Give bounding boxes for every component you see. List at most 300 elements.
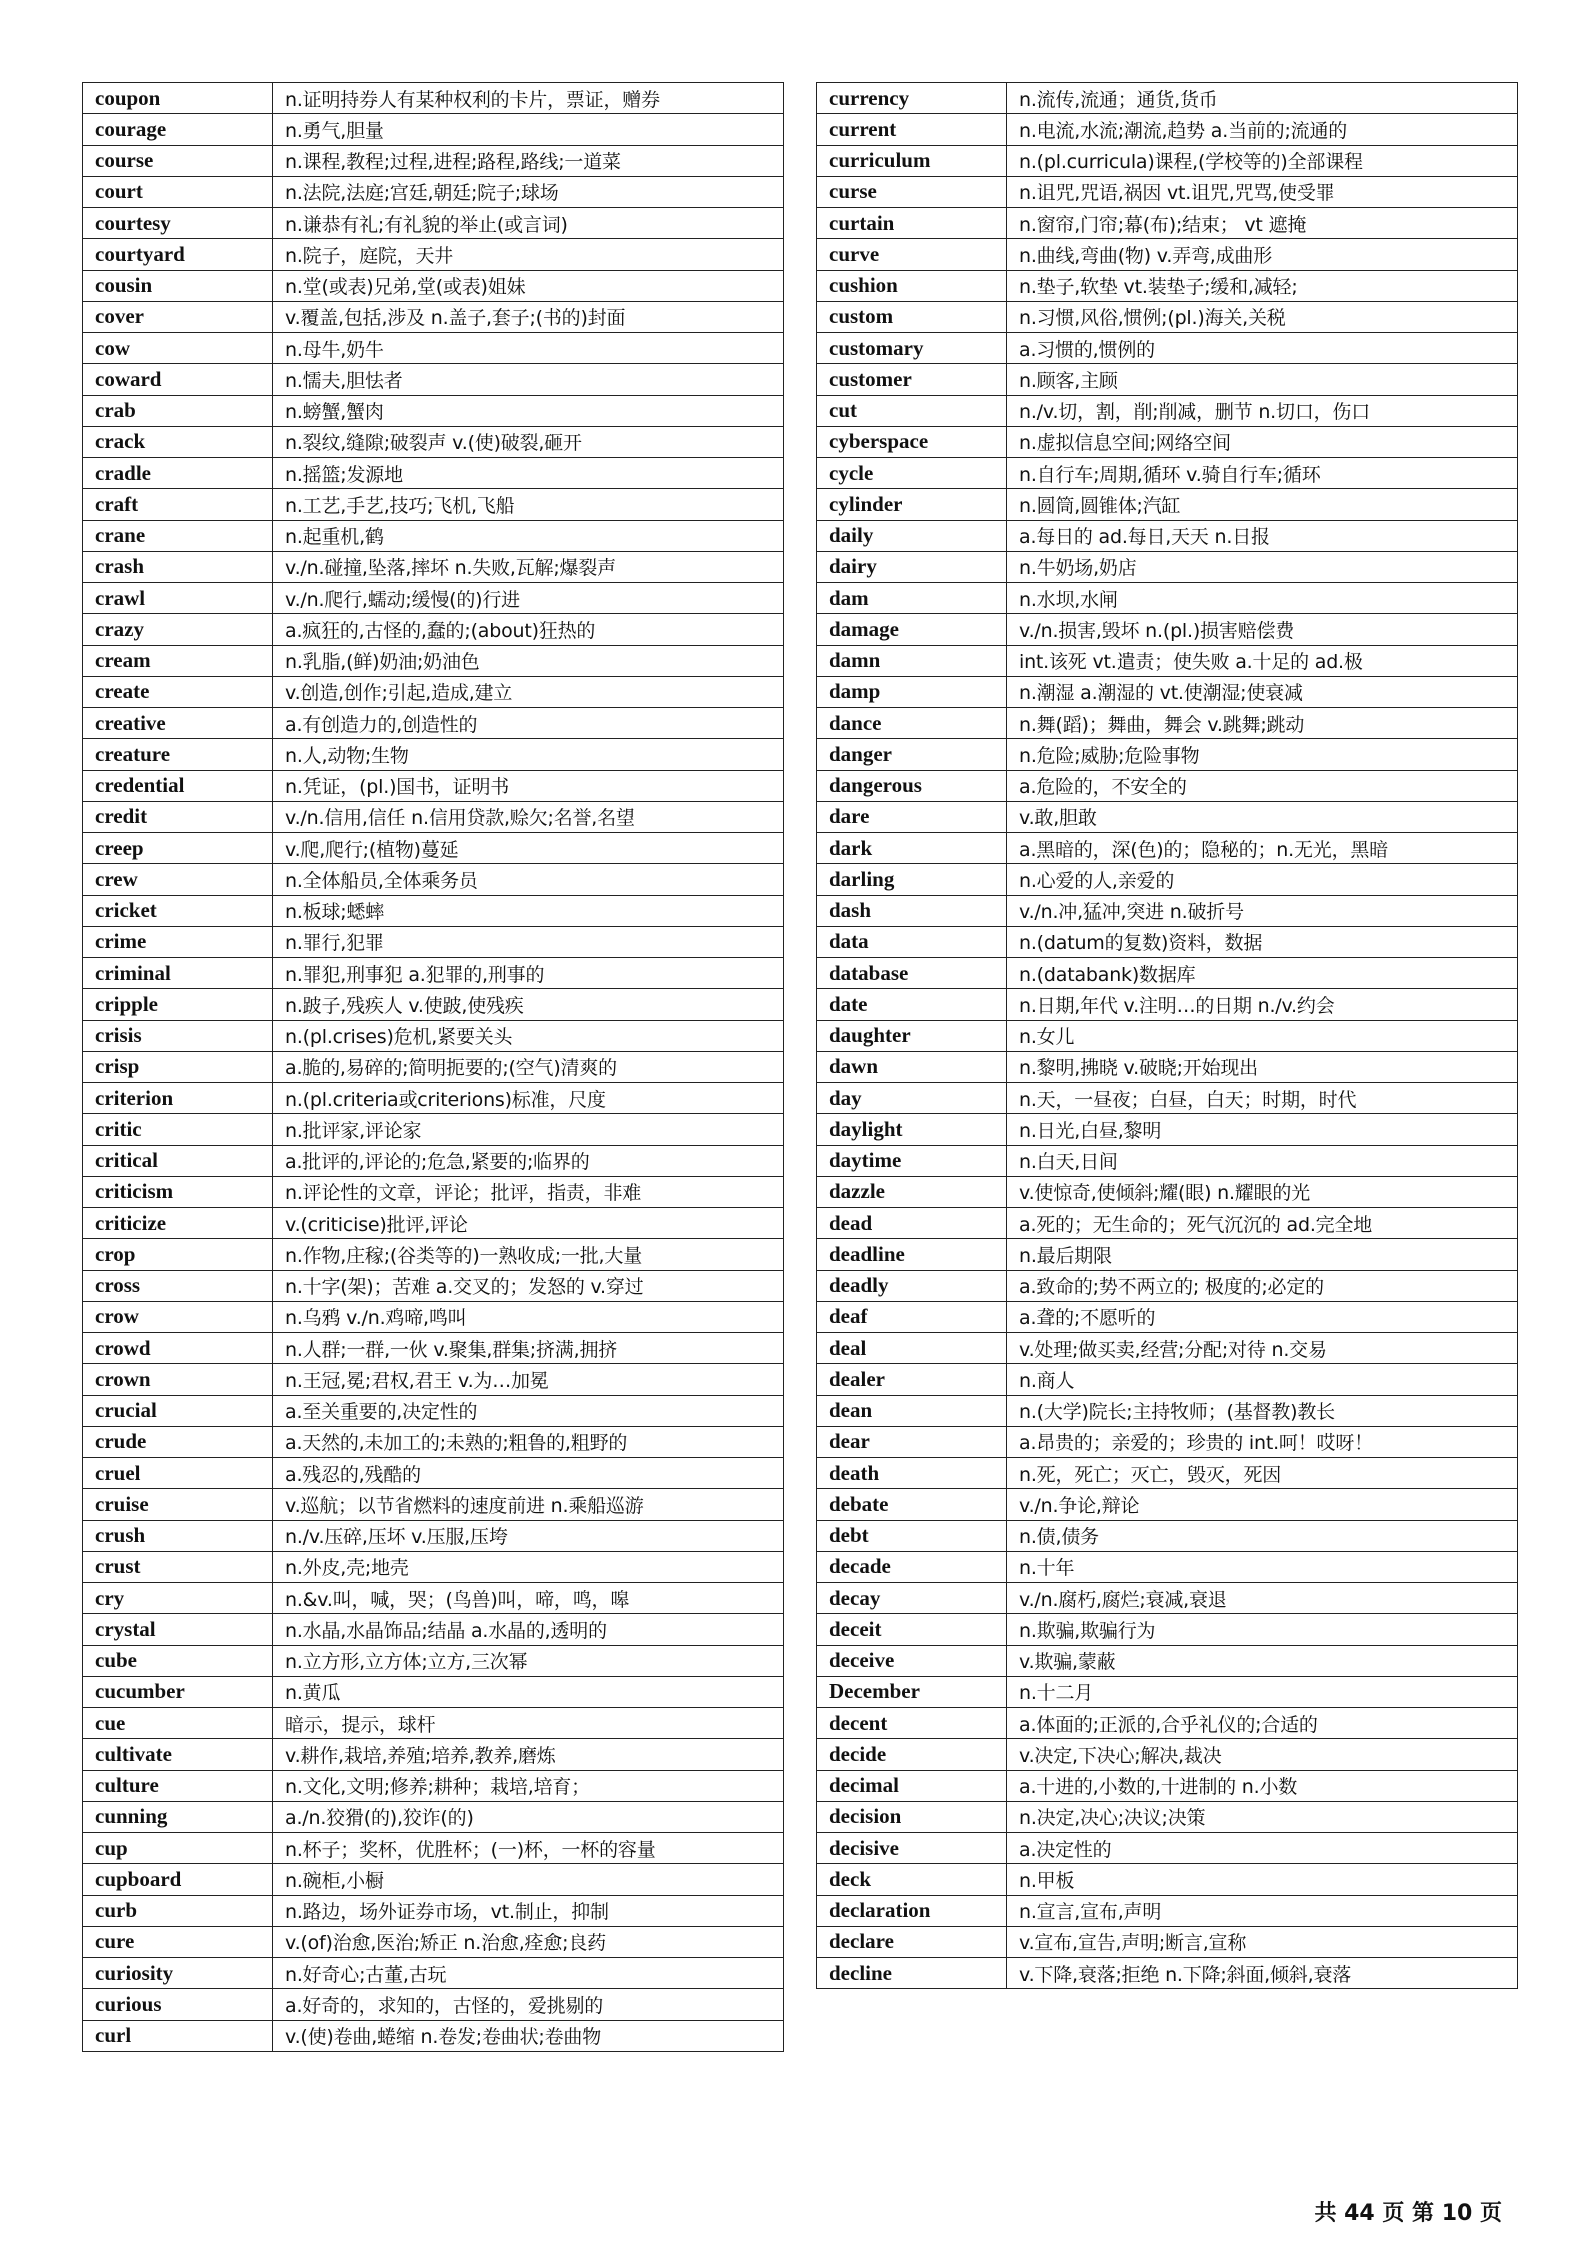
word-cell: crop [83, 1239, 273, 1270]
table-row [83, 645, 784, 676]
table-row [83, 520, 784, 551]
table-row [83, 1801, 784, 1832]
word-cell: crazy [83, 614, 273, 645]
table-row [817, 1051, 1518, 1082]
word-cell: coupon [83, 83, 273, 114]
definition-cell: n.十二月 [1007, 1676, 1518, 1707]
table-row [817, 1583, 1518, 1614]
definition-cell: n.文化,文明;修养;耕种；栽培,培育； [273, 1770, 784, 1801]
definition-cell: n.白天,日间 [1007, 1145, 1518, 1176]
definition-cell: n.圆筒,圆锥体;汽缸 [1007, 489, 1518, 520]
word-cell: crust [83, 1551, 273, 1582]
table-row [83, 1551, 784, 1582]
definition-cell: n.杯子；奖杯，优胜杯；(一)杯，一杯的容量 [273, 1833, 784, 1864]
word-cell: crew [83, 864, 273, 895]
table-row [83, 833, 784, 864]
vocab-table-right [816, 82, 1518, 1989]
definition-cell: n.黄瓜 [273, 1676, 784, 1707]
definition-cell: a.好奇的，求知的，古怪的，爱挑剔的 [273, 1989, 784, 2020]
word-cell: curious [83, 1989, 273, 2020]
definition-cell: n.水坝,水闸 [1007, 583, 1518, 614]
table-row [817, 426, 1518, 457]
table-row [817, 989, 1518, 1020]
table-row [83, 1426, 784, 1457]
word-cell: deal [817, 1333, 1007, 1364]
definition-cell: v.敢,胆敢 [1007, 801, 1518, 832]
word-cell: daytime [817, 1145, 1007, 1176]
word-cell: curl [83, 2020, 273, 2051]
definition-cell: n.&v.叫，喊，哭；(鸟兽)叫，啼，鸣，嗥 [273, 1583, 784, 1614]
table-row [817, 301, 1518, 332]
word-cell: December [817, 1676, 1007, 1707]
definition-cell: n.黎明,拂晓 v.破晓;开始现出 [1007, 1051, 1518, 1082]
word-cell: critic [83, 1114, 273, 1145]
definition-cell: n.起重机,鹤 [273, 520, 784, 551]
table-row [817, 1145, 1518, 1176]
word-cell: cow [83, 333, 273, 364]
definition-cell: v.决定,下决心;解决,裁决 [1007, 1739, 1518, 1770]
word-cell: dean [817, 1395, 1007, 1426]
definition-cell: n.最后期限 [1007, 1239, 1518, 1270]
table-row [817, 864, 1518, 895]
word-cell: decay [817, 1583, 1007, 1614]
definition-cell: n.课程,教程;过程,进程;路程,路线;一道菜 [273, 145, 784, 176]
word-cell: darling [817, 864, 1007, 895]
table-row [83, 208, 784, 239]
word-cell: database [817, 958, 1007, 989]
definition-cell: n.虚拟信息空间;网络空间 [1007, 426, 1518, 457]
table-row [83, 1051, 784, 1082]
table-row [83, 1458, 784, 1489]
definition-cell: n.(大学)院长;主持牧师；(基督教)教长 [1007, 1395, 1518, 1426]
table-row [83, 458, 784, 489]
word-cell: crisp [83, 1051, 273, 1082]
table-row [817, 1364, 1518, 1395]
table-row [83, 83, 784, 114]
word-cell: decent [817, 1708, 1007, 1739]
table-row [817, 1833, 1518, 1864]
table-row [817, 395, 1518, 426]
definition-cell: v.耕作,栽培,养殖;培养,教养,磨炼 [273, 1739, 784, 1770]
definition-cell: n.习惯,风俗,惯例;(pl.)海关,关税 [1007, 301, 1518, 332]
definition-cell: n.谦恭有礼;有礼貌的举止(或言词) [273, 208, 784, 239]
table-row [83, 489, 784, 520]
table-row [83, 1520, 784, 1551]
word-cell: crawl [83, 583, 273, 614]
word-cell: cry [83, 1583, 273, 1614]
table-row [83, 1833, 784, 1864]
word-cell: data [817, 926, 1007, 957]
word-cell: criticize [83, 1208, 273, 1239]
word-cell: declaration [817, 1895, 1007, 1926]
word-cell: dead [817, 1208, 1007, 1239]
table-row [83, 1645, 784, 1676]
definition-cell: n.罪行,犯罪 [273, 926, 784, 957]
word-cell: creep [83, 833, 273, 864]
table-row [83, 145, 784, 176]
word-cell: current [817, 114, 1007, 145]
definition-cell: n./v.压碎,压坏 v.压服,压垮 [273, 1520, 784, 1551]
table-row [817, 895, 1518, 926]
table-row [817, 1739, 1518, 1770]
definition-cell: a.脆的,易碎的;简明扼要的;(空气)清爽的 [273, 1051, 784, 1082]
definition-cell: n.水晶,水晶饰品;结晶 a.水晶的,透明的 [273, 1614, 784, 1645]
definition-cell: n.窗帘,门帘;幕(布);结束； vt 遮掩 [1007, 208, 1518, 239]
table-row [83, 239, 784, 270]
word-cell: cunning [83, 1801, 273, 1832]
definition-cell: n.债,债务 [1007, 1520, 1518, 1551]
vocab-table-left-body [83, 83, 784, 2052]
word-cell: dam [817, 583, 1007, 614]
definition-cell: v.宣布,宣告,声明;断言,宣称 [1007, 1926, 1518, 1957]
table-row [817, 145, 1518, 176]
word-cell: date [817, 989, 1007, 1020]
word-cell: cross [83, 1270, 273, 1301]
definition-cell: v.巡航；以节省燃料的速度前进 n.乘船巡游 [273, 1489, 784, 1520]
word-cell: creative [83, 708, 273, 739]
table-row [83, 1739, 784, 1770]
definition-cell: n.(pl.criteria或criterions)标准，尺度 [273, 1083, 784, 1114]
table-row [817, 1395, 1518, 1426]
definition-cell: n.(pl.curricula)课程,(学校等的)全部课程 [1007, 145, 1518, 176]
table-row [83, 426, 784, 457]
table-row [83, 1958, 784, 1989]
definition-cell: n.舞(蹈)；舞曲，舞会 v.跳舞;跳动 [1007, 708, 1518, 739]
table-row [83, 1364, 784, 1395]
definition-cell: n.日期,年代 v.注明…的日期 n./v.约会 [1007, 989, 1518, 1020]
definition-cell: n.螃蟹,蟹肉 [273, 395, 784, 426]
table-row [83, 1176, 784, 1207]
word-cell: cushion [817, 270, 1007, 301]
definition-cell: n.罪犯,刑事犯 a.犯罪的,刑事的 [273, 958, 784, 989]
table-row [817, 739, 1518, 770]
definition-cell: n.摇篮;发源地 [273, 458, 784, 489]
definition-cell: v./n.腐朽,腐烂;衰减,衰退 [1007, 1583, 1518, 1614]
definition-cell: n.批评家,评论家 [273, 1114, 784, 1145]
word-cell: damage [817, 614, 1007, 645]
word-cell: critical [83, 1145, 273, 1176]
definition-cell: n.法院,法庭;宫廷,朝廷;院子;球场 [273, 176, 784, 207]
table-row [817, 1426, 1518, 1457]
definition-cell: v.欺骗,蒙蔽 [1007, 1645, 1518, 1676]
table-row [817, 1239, 1518, 1270]
table-row [83, 1895, 784, 1926]
definition-cell: n.懦夫,胆怯者 [273, 364, 784, 395]
definition-cell: n./v.切，割，削;削减，删节 n.切口，伤口 [1007, 395, 1518, 426]
word-cell: dairy [817, 551, 1007, 582]
word-cell: craft [83, 489, 273, 520]
definition-cell: n.人群;一群,一伙 v.聚集,群集;挤满,拥挤 [273, 1333, 784, 1364]
definition-cell: n.死，死亡；灭亡，毁灭，死因 [1007, 1458, 1518, 1489]
word-cell: courtyard [83, 239, 273, 270]
word-cell: cyberspace [817, 426, 1007, 457]
definition-cell: int.该死 vt.遣责；使失败 a.十足的 ad.极 [1007, 645, 1518, 676]
word-cell: criticism [83, 1176, 273, 1207]
word-cell: daughter [817, 1020, 1007, 1051]
definition-cell: a.决定性的 [1007, 1833, 1518, 1864]
table-row [817, 1020, 1518, 1051]
word-cell: debate [817, 1489, 1007, 1520]
word-cell: dare [817, 801, 1007, 832]
table-row [83, 770, 784, 801]
table-row [83, 301, 784, 332]
table-row [817, 801, 1518, 832]
definition-cell: a.残忍的,残酷的 [273, 1458, 784, 1489]
definition-cell: v./n.信用,信任 n.信用贷款,赊欠;名誉,名望 [273, 801, 784, 832]
table-row [83, 926, 784, 957]
definition-cell: n.宣言,宣布,声明 [1007, 1895, 1518, 1926]
definition-cell: a.天然的,未加工的;未熟的;粗鲁的,粗野的 [273, 1426, 784, 1457]
word-cell: dazzle [817, 1176, 1007, 1207]
word-cell: dance [817, 708, 1007, 739]
table-row [83, 614, 784, 645]
table-row [83, 989, 784, 1020]
table-row [817, 489, 1518, 520]
word-cell: court [83, 176, 273, 207]
table-row [83, 1145, 784, 1176]
table-row [817, 1083, 1518, 1114]
definition-cell: n.天，一昼夜；白昼，白天；时期，时代 [1007, 1083, 1518, 1114]
word-cell: currency [817, 83, 1007, 114]
word-cell: crucial [83, 1395, 273, 1426]
definition-cell: a.聋的;不愿听的 [1007, 1301, 1518, 1332]
table-row [817, 1645, 1518, 1676]
definition-cell: v./n.冲,猛冲,突进 n.破折号 [1007, 895, 1518, 926]
word-cell: criterion [83, 1083, 273, 1114]
definition-cell: a.死的；无生命的；死气沉沉的 ad.完全地 [1007, 1208, 1518, 1239]
vocab-table-left [82, 82, 784, 2052]
definition-cell: a.疯狂的,古怪的,蠢的;(about)狂热的 [273, 614, 784, 645]
word-cell: deaf [817, 1301, 1007, 1332]
definition-cell: n.王冠,冕;君权,君王 v.为…加冕 [273, 1364, 784, 1395]
word-cell: crown [83, 1364, 273, 1395]
definition-cell: a.有创造力的,创造性的 [273, 708, 784, 739]
definition-cell: a.致命的;势不两立的; 极度的;必定的 [1007, 1270, 1518, 1301]
table-row [83, 1083, 784, 1114]
word-cell: curb [83, 1895, 273, 1926]
table-row [83, 708, 784, 739]
word-cell: cupboard [83, 1864, 273, 1895]
definition-cell: n.院子，庭院，天井 [273, 239, 784, 270]
word-cell: criminal [83, 958, 273, 989]
word-cell: crisis [83, 1020, 273, 1051]
word-cell: deceit [817, 1614, 1007, 1645]
table-row [817, 239, 1518, 270]
definition-cell: n.碗柜,小橱 [273, 1864, 784, 1895]
word-cell: crowd [83, 1333, 273, 1364]
word-cell: cousin [83, 270, 273, 301]
table-row [817, 1489, 1518, 1520]
word-cell: daylight [817, 1114, 1007, 1145]
word-cell: crush [83, 1520, 273, 1551]
definition-cell: n.好奇心;古董,古玩 [273, 1958, 784, 1989]
word-cell: crude [83, 1426, 273, 1457]
word-cell: daily [817, 520, 1007, 551]
word-cell: cricket [83, 895, 273, 926]
table-row [817, 1958, 1518, 1989]
definition-cell: v.(使)卷曲,蜷缩 n.卷发;卷曲状;卷曲物 [273, 2020, 784, 2051]
table-row [817, 833, 1518, 864]
definition-cell: a.十进的,小数的,十进制的 n.小数 [1007, 1770, 1518, 1801]
table-row [83, 583, 784, 614]
definition-cell: n.心爱的人,亲爱的 [1007, 864, 1518, 895]
word-cell: crack [83, 426, 273, 457]
definition-cell: n.电流,水流;潮流,趋势 a.当前的;流通的 [1007, 114, 1518, 145]
word-cell: course [83, 145, 273, 176]
table-row [817, 1551, 1518, 1582]
table-row [817, 270, 1518, 301]
word-cell: courtesy [83, 208, 273, 239]
word-cell: cue [83, 1708, 273, 1739]
word-cell: deck [817, 1864, 1007, 1895]
word-cell: decimal [817, 1770, 1007, 1801]
word-cell: death [817, 1458, 1007, 1489]
table-row [817, 645, 1518, 676]
word-cell: cycle [817, 458, 1007, 489]
definition-cell: n.十年 [1007, 1551, 1518, 1582]
definition-cell: n.乳脂,(鲜)奶油;奶油色 [273, 645, 784, 676]
word-cell: decide [817, 1739, 1007, 1770]
table-row [83, 895, 784, 926]
definition-cell: n.勇气,胆量 [273, 114, 784, 145]
word-cell: credential [83, 770, 273, 801]
table-row [817, 614, 1518, 645]
definition-cell: n.垫子,软垫 vt.装垫子;缓和,减轻; [1007, 270, 1518, 301]
table-row [817, 1926, 1518, 1957]
definition-cell: n.作物,庄稼;(谷类等的)一熟收成;一批,大量 [273, 1239, 784, 1270]
word-cell: deadly [817, 1270, 1007, 1301]
table-row [817, 958, 1518, 989]
definition-cell: n.乌鸦 v./n.鸡啼,鸣叫 [273, 1301, 784, 1332]
word-cell: curve [817, 239, 1007, 270]
word-cell: crime [83, 926, 273, 957]
table-row [817, 1270, 1518, 1301]
word-cell: curiosity [83, 1958, 273, 1989]
definition-cell: a.黑暗的，深(色)的；隐秘的；n.无光，黑暗 [1007, 833, 1518, 864]
table-row [817, 364, 1518, 395]
word-cell: dear [817, 1426, 1007, 1457]
definition-cell: a.习惯的,惯例的 [1007, 333, 1518, 364]
definition-cell: v./n.爬行,蠕动;缓慢(的)行进 [273, 583, 784, 614]
word-cell: cruel [83, 1458, 273, 1489]
word-cell: decision [817, 1801, 1007, 1832]
word-cell: curriculum [817, 145, 1007, 176]
table-row [83, 333, 784, 364]
word-cell: decade [817, 1551, 1007, 1582]
table-row [83, 1614, 784, 1645]
definition-cell: n.裂纹,缝隙;破裂声 v.(使)破裂,砸开 [273, 426, 784, 457]
word-cell: culture [83, 1770, 273, 1801]
word-cell: dawn [817, 1051, 1007, 1082]
table-row [817, 1114, 1518, 1145]
definition-cell: a.危险的，不安全的 [1007, 770, 1518, 801]
definition-cell: n.十字(架)；苦难 a.交叉的；发怒的 v.穿过 [273, 1270, 784, 1301]
word-cell: damp [817, 676, 1007, 707]
word-cell: crystal [83, 1614, 273, 1645]
table-row [817, 1176, 1518, 1207]
definition-cell: n.流传,流通；通货,货币 [1007, 83, 1518, 114]
word-cell: crab [83, 395, 273, 426]
word-cell: cylinder [817, 489, 1007, 520]
word-cell: customary [817, 333, 1007, 364]
word-cell: cure [83, 1926, 273, 1957]
table-row [817, 583, 1518, 614]
table-row [817, 676, 1518, 707]
table-row [817, 551, 1518, 582]
word-cell: creature [83, 739, 273, 770]
definition-cell: v./n.碰撞,坠落,摔坏 n.失败,瓦解;爆裂声 [273, 551, 784, 582]
table-row [83, 176, 784, 207]
definition-cell: n.(pl.crises)危机,紧要关头 [273, 1020, 784, 1051]
table-row [817, 458, 1518, 489]
definition-cell: n.潮湿 a.潮湿的 vt.使潮湿;使衰减 [1007, 676, 1518, 707]
word-cell: cucumber [83, 1676, 273, 1707]
definition-cell: 暗示，提示，球杆 [273, 1708, 784, 1739]
definition-cell: n.欺骗,欺骗行为 [1007, 1614, 1518, 1645]
table-row [83, 1583, 784, 1614]
definition-cell: n.工艺,手艺,技巧;飞机,飞船 [273, 489, 784, 520]
word-cell: curtain [817, 208, 1007, 239]
definition-cell: a.每日的 ad.每日,天天 n.日报 [1007, 520, 1518, 551]
definition-cell: v.(criticise)批评,评论 [273, 1208, 784, 1239]
table-row [817, 114, 1518, 145]
word-cell: day [817, 1083, 1007, 1114]
word-cell: create [83, 676, 273, 707]
word-cell: curse [817, 176, 1007, 207]
word-cell: decline [817, 1958, 1007, 1989]
word-cell: deceive [817, 1645, 1007, 1676]
definition-cell: v.下降,衰落;拒绝 n.下降;斜面,倾斜,衰落 [1007, 1958, 1518, 1989]
table-row [817, 1708, 1518, 1739]
table-row [817, 176, 1518, 207]
word-cell: dash [817, 895, 1007, 926]
definition-cell: n.人,动物;生物 [273, 739, 784, 770]
definition-cell: n.商人 [1007, 1364, 1518, 1395]
definition-cell: n.路边，场外证券市场，vt.制止，抑制 [273, 1895, 784, 1926]
table-row [817, 1333, 1518, 1364]
word-cell: cradle [83, 458, 273, 489]
word-cell: cover [83, 301, 273, 332]
table-row [83, 1208, 784, 1239]
definition-cell: n.决定,决心;决议;决策 [1007, 1801, 1518, 1832]
table-row [83, 1489, 784, 1520]
word-cell: declare [817, 1926, 1007, 1957]
word-cell: crow [83, 1301, 273, 1332]
word-cell: cube [83, 1645, 273, 1676]
table-row [83, 1301, 784, 1332]
definition-cell: n.自行车;周期,循环 v.骑自行车;循环 [1007, 458, 1518, 489]
table-row [83, 1239, 784, 1270]
word-cell: danger [817, 739, 1007, 770]
definition-cell: a.至关重要的,决定性的 [273, 1395, 784, 1426]
table-row [83, 1020, 784, 1051]
definition-cell: v.使惊奇,使倾斜;耀(眼) n.耀眼的光 [1007, 1176, 1518, 1207]
word-cell: courage [83, 114, 273, 145]
definition-cell: n.全体船员,全体乘务员 [273, 864, 784, 895]
definition-cell: n.曲线,弯曲(物) v.弄弯,成曲形 [1007, 239, 1518, 270]
word-cell: cultivate [83, 1739, 273, 1770]
word-cell: crane [83, 520, 273, 551]
table-row [817, 1895, 1518, 1926]
table-row [817, 1614, 1518, 1645]
table-row [817, 1458, 1518, 1489]
definition-cell: a./n.狡猾(的),狡诈(的) [273, 1801, 784, 1832]
definition-cell: a.体面的;正派的,合乎礼仪的;合适的 [1007, 1708, 1518, 1739]
definition-cell: n.(databank)数据库 [1007, 958, 1518, 989]
definition-cell: v.(of)治愈,医治;矫正 n.治愈,痊愈;良药 [273, 1926, 784, 1957]
table-row [83, 1676, 784, 1707]
definition-cell: n.母牛,奶牛 [273, 333, 784, 364]
